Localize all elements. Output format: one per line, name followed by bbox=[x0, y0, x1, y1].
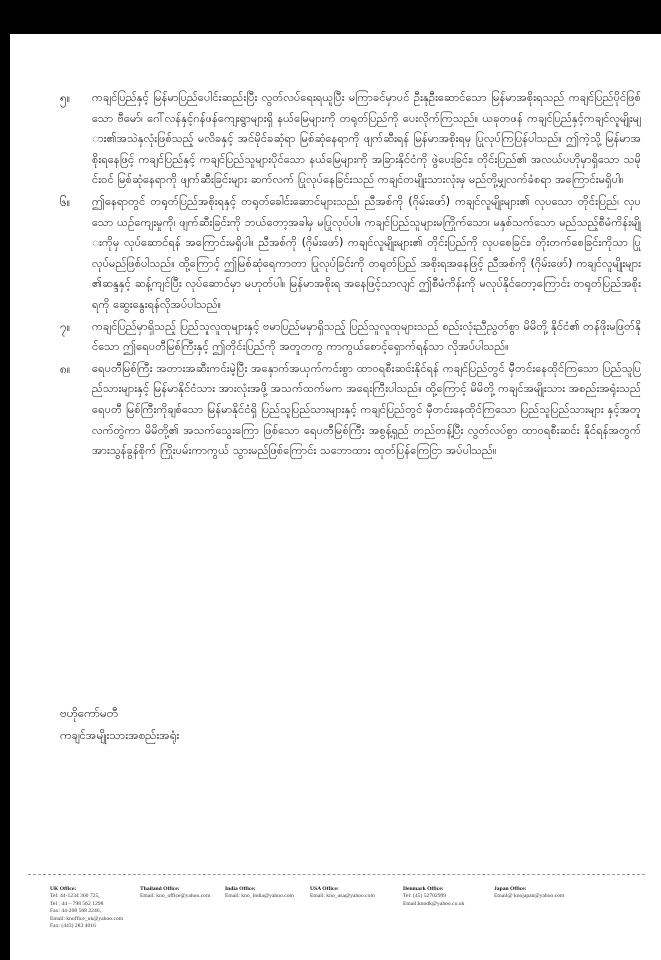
office-india bbox=[225, 886, 310, 930]
office-uk bbox=[50, 886, 140, 930]
paragraph-8 bbox=[60, 359, 641, 462]
footer-offices bbox=[50, 886, 650, 930]
paragraph-number: ၆။ bbox=[60, 194, 71, 209]
office-line: Email@ knojapan@yahoo.com bbox=[494, 893, 565, 900]
office-line: Email:knodk@yahoo.co.uk bbox=[403, 900, 465, 907]
office-line: Tel: 44-1234 360 725, bbox=[50, 893, 100, 900]
office-line: Tel : 44 – 798 562 1298 bbox=[50, 900, 104, 907]
office-usa bbox=[310, 886, 403, 930]
paragraph-text: ကချင်ပြည်မှာရှိသည့် ပြည်သူလူထုများနှင့် ဗမာပြည်မမှာရှိသည့် ပြည်သူလူထုများသည် စည်းလုံးညီညွတ်စွာ မိမိတို့ နိုင်ငံ၏ တန်ဖိုးမဖြတ်နိုင်သော ဤရေပတီမြစ်ကြီးနှင့် ဤတိုင်းပြည်ကို အတူတကွ ကာကွယ်စောင့်ရှောက်ရန်သာ လိုအပ်ပါသည်။ bbox=[92, 319, 641, 354]
paragraph-text: ဤနေရာတွင် တရုတ်ပြည်အစိုးရနှင့် တရုတ်ခေါင်းဆောင်များသည်၊ ညီအစ်ကို (ဂိုမ်းဖော်) ကချင်လူမျိုးများ၏ လုပသော တိုင်းပြည်၊ လှပသော ယဉ်ကျေးမှုကို၊ ဖျက်ဆီးခြင်းကို ဘယ်တော့အခါမှ မပြုလုပ်ပါ။ ကချင်ပြည်သူများမကြိုက်သော၊ မနှစ်သက်သော မည်သည့်စီမံကိန်းမျိုးကိုမှ လုပ်ဆောင်ရန် အကြောင်းမရှိပါ။ ညီအစ်ကို (ဂိုမ်းဖော်) ကချင်လူမျိုးများ၏ တိုင်းပြည်ကို လုပစေခြင်း၊ တိုးတက်စေခြင်းကိုသာ ပြုလုပ်မည်ဖြစ်ပါသည်။ ထို့ကြောင့် ဤမြစ်ဆုံရေကာတာ ပြုလုပ်ခြင်းကို တရုတ်ပြည် အစိုးရအနေဖြင့် ညီအစ်ကို (ဂိုမ်းဖော်) ကချင်လူမျိုးများ၏ဆန္ဒနှင့် ဆန့်ကျင်ပြီး လုပ်ဆောင်မှာ မဟုတ်ပါ။ မြန်မာအစိုးရ အနေဖြင့်သာလျင် ဤစီမံကိန်းကို မလုပ်နိုင်တော့ကြောင်း တရုတ်ပြည်အစိုးရကို ဆွေးနွေးရန်လိုအပ်ပါသည်။ bbox=[92, 194, 641, 311]
paragraph-number: ၇။ bbox=[60, 319, 71, 334]
paragraph-number: ၈။ bbox=[60, 361, 71, 376]
office-line: Fax: (443) 283 4016 bbox=[50, 923, 96, 930]
office-line: Email: kno_usa@yahoo.com bbox=[310, 893, 375, 900]
paragraph-5 bbox=[60, 88, 641, 191]
office-title: Thailand Office: bbox=[140, 886, 180, 892]
office-title: Japan Office: bbox=[494, 886, 527, 892]
paragraph-7 bbox=[60, 317, 641, 358]
footer-divider bbox=[28, 874, 645, 875]
signature-committee: ဗဟိုကော်မတီ bbox=[60, 706, 118, 720]
office-thailand bbox=[140, 886, 225, 930]
office-line: Email: kno_office@yahoo.com bbox=[140, 893, 211, 900]
office-line: Email: knoffice_uk@yahoo.com bbox=[50, 915, 124, 922]
signature-organization: ကချင်အမျိုးသားအစည်းအရုံး bbox=[60, 728, 180, 742]
statement-body bbox=[60, 88, 641, 463]
office-line: Email: kno_India@yahoo.com bbox=[225, 893, 294, 900]
document-page bbox=[10, 34, 661, 960]
office-title: Denmark Office: bbox=[403, 886, 444, 892]
office-denmark bbox=[403, 886, 494, 930]
office-line: Fax: 44-208 568 2246, bbox=[50, 908, 101, 915]
paragraph-6 bbox=[60, 192, 641, 316]
office-title: UK Office: bbox=[50, 886, 77, 892]
office-title: USA Office: bbox=[310, 886, 339, 892]
signature-block bbox=[60, 702, 179, 746]
office-title: India Office: bbox=[225, 886, 256, 892]
office-japan bbox=[494, 886, 604, 930]
paragraph-number: ၅။ bbox=[60, 91, 71, 105]
office-line: Tel: (45) 52702999 bbox=[403, 893, 447, 900]
paragraph-text: ကချင်ပြည်နှင့် မြန်မာပြည်ပေါင်းဆည်းပြီး လွတ်လပ်ရေးရယူပြီး မကြာခင်မှာပင် ဦးနုဦးဆောင်သော မြန်မာအစိုးရသည် ကချင်ပြည်ပိုင်ဖြစ်သော ဗီမော်၊ ဂေါ်လန်နှင့်ဂန်ဖန်ကျေးရွာများရှိ နယ်မြေများကို တရုတ်ပြည်ကို ပေးလိုက်ကြသည်။ ယခုတဖန် ကချင်ပြည်နှင့်ကချင်လူမျိုးများ၏အသဲနှလုံးဖြစ်သည့် မလိခနှင့် အင်မိုင်ခဆုံရာ မြစ်ဆုံနေရာကို ဖျက်ဆီးရန် မြန်မာအစိုးရမှ ပြုလုပ်ကြပြန်ပါသည်။ ဤကဲ့သို့ မြန်မာအစိုးရနေဖြင့် ကချင်ပြည်နှင့် ကချင်ပြည်သူများပိုင်သော နယ်မြေများကို အခြားနိုင်ငံကို ဖွဲပေးခြင်း၊ တိုင်းပြည်၏ အလယ်ပဟိုမှာရှိသော သမိုင်းဝင် မြစ်ဆုံနေရာကို ဖျက်ဆီးခြင်းများ ဆက်လက် ပြုလုပ်နေခြင်းသည် ကချင်တမျိုးသားလုံးမှ မည်တို့မျှလက်ခံစရာ အကြောင်းမရှိပါ။ bbox=[92, 91, 641, 187]
paragraph-text: ရေပတီမြစ်ကြီး အတားအဆီးကင်းမဲ့ပြီး အနှောက်အယှက်ကင်းစွာ ထာဝရစီးဆင်းနိုင်ရန် ကချင်ပြည်တွင် မှီတင်းနေထိုင်ကြသော ပြည်သူပြည်သားများနှင့် မြန်မာနိုင်ငံသား အားလုံးအဖို့ အသက်ထက်မက အရေးကြီးပါသည်။ ထို့ကြောင့် မိမိတို့ ကချင်အမျိုးသား အစည်းအရုံးသည် ရေပတီ မြစ်ကြီးကိုချစ်သော မြန်မာနိုင်ငံရှိ ပြည်သူပြည်သားများနှင့် ကချင်ပြည်တွင် မှီတင်းနေထိုင်ကြသော ပြည်သူပြည်သားများ နှင့်အတူလက်တွဲကာ မိမိတို့၏ အသက်သွေးကြော ဖြစ်သော ရေပတီမြစ်ကြီး အစွန့်ရှည် တည်တန့်ပြီး လွတ်လပ်စွာ ထာဝရစီးဆင်း နိုင်ရန်အတွက် အားသွန်ခွန်စိုက် ကြိုးပမ်းကာကွယ် သွားမည်ဖြစ်ကြောင်း သဘောထား ထုတ်ပြန်ကြေငြာ အပ်ပါသည်။ bbox=[92, 361, 641, 458]
